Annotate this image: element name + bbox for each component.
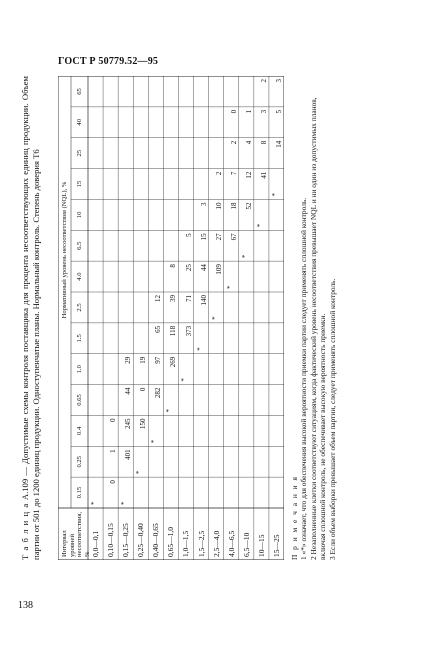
table-caption: [20, 76, 43, 560]
table-cell-value: 44: [124, 387, 133, 395]
table-cell-value: 25: [184, 264, 193, 272]
full-inspection-mark: *: [120, 501, 129, 505]
document-header: ГОСТ Р 50779.52—95: [58, 56, 159, 67]
table-cell-value: 2: [214, 171, 223, 176]
full-inspection-mark: *: [240, 254, 249, 259]
full-inspection-mark: *: [210, 316, 219, 320]
table-cell-value: 27: [214, 233, 223, 241]
note-2: 2 Незаполненные клетки соответствуют ситуациям, когда фактический уровень несоответствия превышает NQL и ни один из допустимых планов, включая сплошной контроль, не обеспечивает высокую вероятность приемки.: [308, 97, 328, 560]
table-cell-value: 12: [244, 171, 253, 179]
table-cell-value: 5: [184, 233, 193, 237]
row-interval-label: 15—25: [271, 534, 281, 557]
table-cell-value: 65: [154, 325, 163, 333]
column-header-nql: 0.65: [76, 394, 83, 406]
table-cell-value: 1: [109, 449, 118, 453]
row-interval-label: 0,40—0,65: [151, 523, 161, 557]
table-cell-value: 140: [199, 295, 208, 306]
full-inspection-mark: *: [255, 223, 264, 228]
table-cell-value: 150: [139, 418, 148, 429]
caption-text: А.109 — Допустимые схемы контроля поставщика для процента несоответствующих единиц продукции. Объем партии от 501 до 1200 единиц продукции. Одноступенчатые планы. Нормальный контроль. Степень доверия Т6: [20, 76, 42, 560]
table-cell-value: 109: [214, 264, 223, 275]
row-interval-label: 0,0—0,1: [91, 530, 100, 557]
table-cell-value: 39: [169, 295, 178, 303]
full-inspection-mark: *: [135, 470, 144, 475]
table-cell-value: 3: [259, 109, 268, 114]
page-number: 138: [18, 600, 33, 611]
full-inspection-mark: *: [225, 285, 234, 289]
row-interval-label: 4,0—6,5: [226, 530, 236, 557]
table-cell-value: 7: [229, 171, 238, 176]
table-cell-value: 10: [214, 202, 223, 210]
note-1: 1 «*» означает, что для обеспечения высокой вероятности приемки партии следует применять сплошной контроль.: [299, 197, 309, 560]
table-cell-value: 12: [154, 295, 163, 303]
table-cell-value: 8: [169, 264, 178, 268]
table-cell-value: 401: [124, 449, 133, 460]
column-header-nql: 1.0: [76, 365, 83, 374]
table-cell-value: 0: [139, 387, 148, 392]
caption-label: Т а б л и ц а: [20, 503, 30, 560]
nql-group-header: Нормативный уровень несоответствия (NQL), %: [61, 181, 68, 319]
table-cell-value: 15: [199, 233, 208, 241]
table-cell-value: 67: [229, 233, 238, 241]
table-cell-value: 3: [275, 79, 283, 83]
row-interval-label: 0,65—1,0: [166, 527, 176, 557]
table-cell-value: 19: [139, 356, 148, 364]
column-header-nql: 0.25: [76, 455, 83, 468]
full-inspection-mark: *: [195, 347, 204, 351]
note-3: 3 Если объем выборки превышает объем партии, следует применять сплошной контроль.: [327, 278, 337, 560]
column-header-nql: 6.5: [76, 241, 83, 250]
table-cell-value: 41: [259, 171, 268, 179]
table-cell-value: 3: [199, 202, 208, 206]
rotated-page-content: [20, 76, 350, 560]
table-cell-value: 18: [229, 202, 238, 210]
row-interval-label: 6,5—10: [241, 532, 251, 557]
table-cell-value: 2: [229, 140, 238, 145]
table-cell-value: 269: [169, 356, 178, 368]
notes-title: П р и м е ч а н и я: [290, 475, 299, 560]
column-header-nql: 65: [76, 88, 83, 95]
table-cell-value: 2: [259, 79, 268, 83]
row-interval-label: 0,15—0,25: [121, 523, 131, 557]
acceptance-plans-table: [58, 76, 284, 560]
table-notes: [290, 76, 337, 560]
table-cell-value: 97: [154, 356, 163, 364]
row-interval-header: Интервал уровней несоответствия, %: [61, 511, 91, 557]
table-cell-value: 245: [124, 418, 133, 429]
table-cell-value: 1: [244, 109, 253, 114]
table-cell-value: 0: [109, 480, 118, 484]
row-interval-label: 1,0—1,5: [181, 530, 191, 557]
table-cell-value: 282: [154, 387, 163, 399]
table-cell-value: 29: [124, 356, 133, 364]
table-cell-value: 71: [184, 295, 193, 303]
table-cell-value: 4: [244, 140, 253, 145]
column-header-nql: 0.4: [76, 426, 83, 435]
column-header-nql: 0.15: [76, 486, 83, 499]
column-header-nql: 4.0: [76, 272, 83, 281]
table-cell-value: 0: [109, 418, 118, 422]
table-cell-value: 44: [199, 264, 208, 272]
row-interval-label: 0,10—0,15: [106, 523, 116, 557]
column-header-nql: 15: [76, 180, 83, 188]
table-cell-value: 118: [169, 325, 178, 337]
table-cell-value: 8: [259, 140, 268, 145]
row-interval-label: 1,5—2,5: [196, 530, 206, 557]
column-header-nql: 2.5: [76, 303, 83, 312]
full-inspection-mark: *: [180, 378, 189, 382]
row-interval-label: 0,25—0,40: [136, 523, 146, 557]
full-inspection-mark: *: [150, 439, 159, 444]
column-header-nql: 1.5: [76, 334, 83, 343]
table-cell-value: 14: [275, 140, 283, 148]
full-inspection-mark: *: [165, 408, 174, 413]
table-cell-value: 0: [229, 109, 238, 114]
table-cell-value: 52: [244, 202, 253, 210]
row-interval-label: 10—15: [256, 534, 266, 557]
column-header-nql: 25: [76, 149, 83, 157]
table-cell-value: 5: [275, 109, 283, 114]
column-header-nql: 40: [76, 119, 83, 126]
row-interval-label: 2,5—4,0: [211, 530, 221, 557]
table-cell-value: 373: [184, 325, 193, 337]
column-header-nql: 10: [76, 211, 83, 219]
full-inspection-mark: *: [270, 192, 279, 197]
full-inspection-mark: *: [90, 501, 98, 505]
